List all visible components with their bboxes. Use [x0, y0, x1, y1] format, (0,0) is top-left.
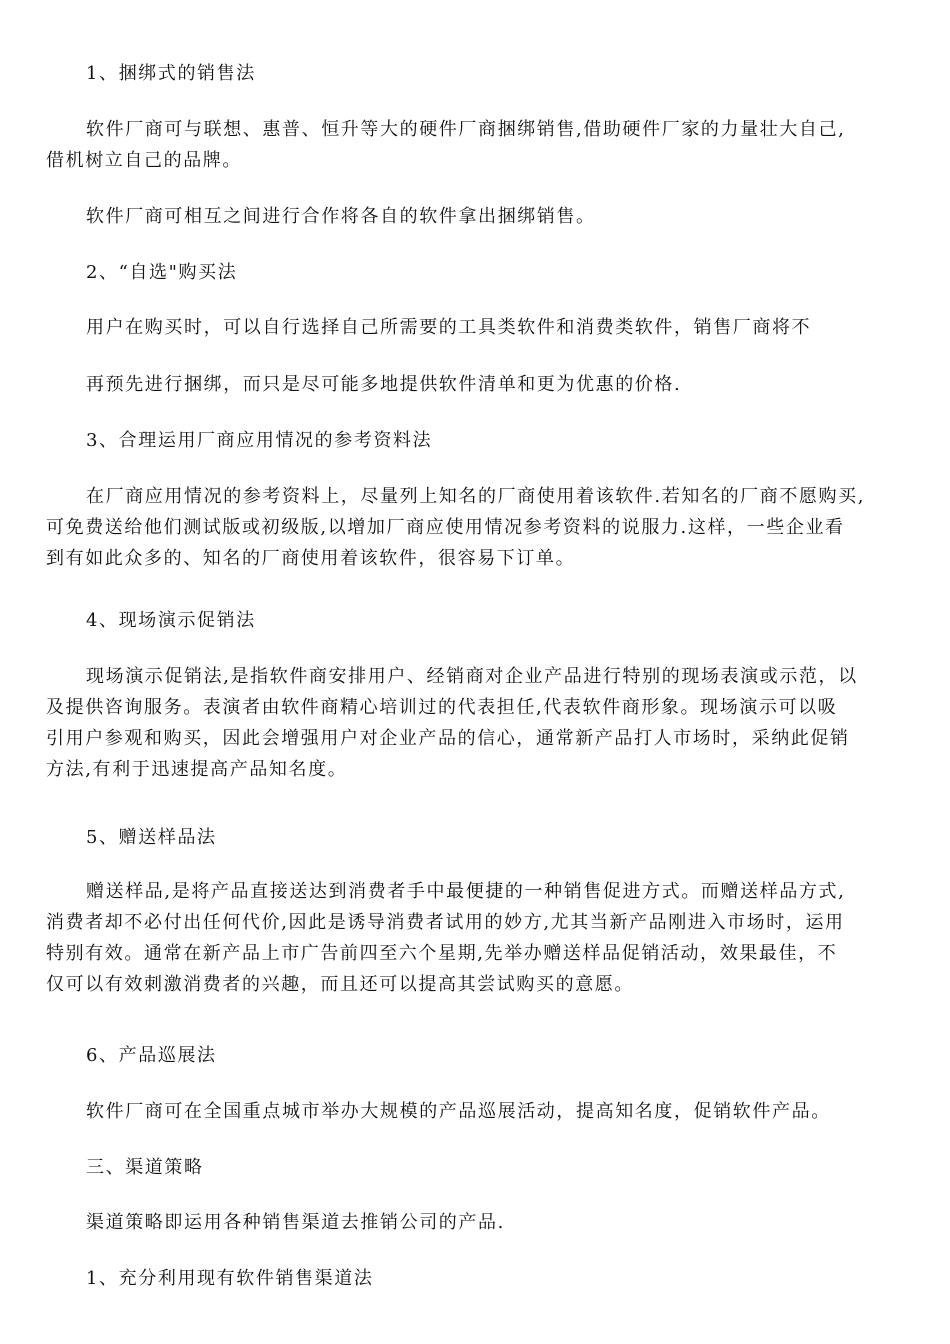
- text-line: 现场演示促销法,是指软件商安排用户、经销商对企业产品进行特别的现场表演或示范，以: [86, 666, 858, 687]
- text-line: 1、捆绑式的销售法: [86, 63, 256, 84]
- heading-live-demo: [86, 605, 916, 636]
- paragraph-reference-materials: [46, 481, 916, 574]
- text-line: 6、产品巡展法: [86, 1045, 217, 1066]
- text-line: 特别有效。通常在新产品上市广告前四至六个星期,先举办赠送样品促销活动，效果最佳，不: [46, 943, 838, 964]
- text-line: 渠道策略即运用各种销售渠道去推销公司的产品.: [86, 1212, 505, 1233]
- text-line: 仅可以有效刺激消费者的兴趣，而且还可以提高其尝试购买的意愿。: [46, 974, 634, 995]
- text-line: 赠送样品,是将产品直接送达到消费者手中最便捷的一种销售促进方式。而赠送样品方式,: [86, 881, 846, 902]
- text-line: 可免费送给他们测试版或初级版,以增加厂商应使用情况参考资料的说服力.这样，一些企业看: [46, 517, 845, 538]
- paragraph-bundled-hardware: [46, 114, 916, 176]
- text-line: 及提供咨询服务。表演者由软件商精心培训过的代表担任,代表软件商形象。现场演示可以吸: [46, 697, 838, 718]
- text-line: 借机树立自己的品牌。: [46, 150, 242, 171]
- text-line: 软件厂商可在全国重点城市举办大规模的产品巡展活动，提高知名度，促销软件产品。: [86, 1101, 831, 1122]
- paragraph-channel-strategy: [86, 1207, 916, 1238]
- heading-existing-channels: [86, 1263, 916, 1294]
- text-line: 软件厂商可相互之间进行合作将各自的软件拿出捆绑销售。: [86, 206, 596, 227]
- text-line: 在厂商应用情况的参考资料上，尽量列上知名的厂商使用着该软件.若知名的厂商不愿购买,: [86, 486, 866, 507]
- text-line: 2、“自选"购买法: [86, 262, 238, 283]
- paragraph-free-samples: [46, 876, 916, 1000]
- text-line: 再预先进行捆绑，而只是尽可能多地提供软件清单和更为优惠的价格.: [86, 374, 682, 395]
- paragraph-live-demo: [46, 661, 916, 785]
- text-line: 4、现场演示促销法: [86, 610, 256, 631]
- text-line: 方法,有利于迅速提高产品知名度。: [46, 759, 348, 780]
- heading-roadshow: [86, 1040, 916, 1071]
- text-line: 到有如此众多的、知名的厂商使用着该软件，很容易下订单。: [46, 548, 576, 569]
- text-line: 软件厂商可与联想、惠普、恒升等大的硬件厂商捆绑销售,借助硬件厂家的力量壮大自己,: [86, 119, 846, 140]
- heading-free-samples: [86, 822, 916, 853]
- text-line: 引用户参观和购买，因此会增强用户对企业产品的信心，通常新产品打人市场时，采纳此促销: [46, 728, 850, 749]
- paragraph-bundled-cooperation: [86, 201, 916, 232]
- heading-self-select: [86, 257, 916, 288]
- text-line: 3、合理运用厂商应用情况的参考资料法: [86, 430, 433, 451]
- text-line: 消费者却不必付出任何代价,因此是诱导消费者试用的妙方,尤其当新产品刚进入市场时，运用: [46, 912, 845, 933]
- heading-reference-materials: [86, 425, 916, 456]
- text-line: 5、赠送样品法: [86, 827, 217, 848]
- text-line: 三、渠道策略: [86, 1157, 204, 1178]
- text-line: 1、充分利用现有软件销售渠道法: [86, 1268, 374, 1289]
- heading-channel-strategy: [86, 1152, 916, 1183]
- heading-bundled-sales: [86, 58, 916, 89]
- text-line: 用户在购买时，可以自行选择自己所需要的工具类软件和消费类软件，销售厂商将不: [86, 317, 812, 338]
- paragraph-roadshow: [86, 1096, 916, 1127]
- paragraph-self-select-2: [86, 369, 916, 400]
- paragraph-self-select-1: [86, 312, 916, 343]
